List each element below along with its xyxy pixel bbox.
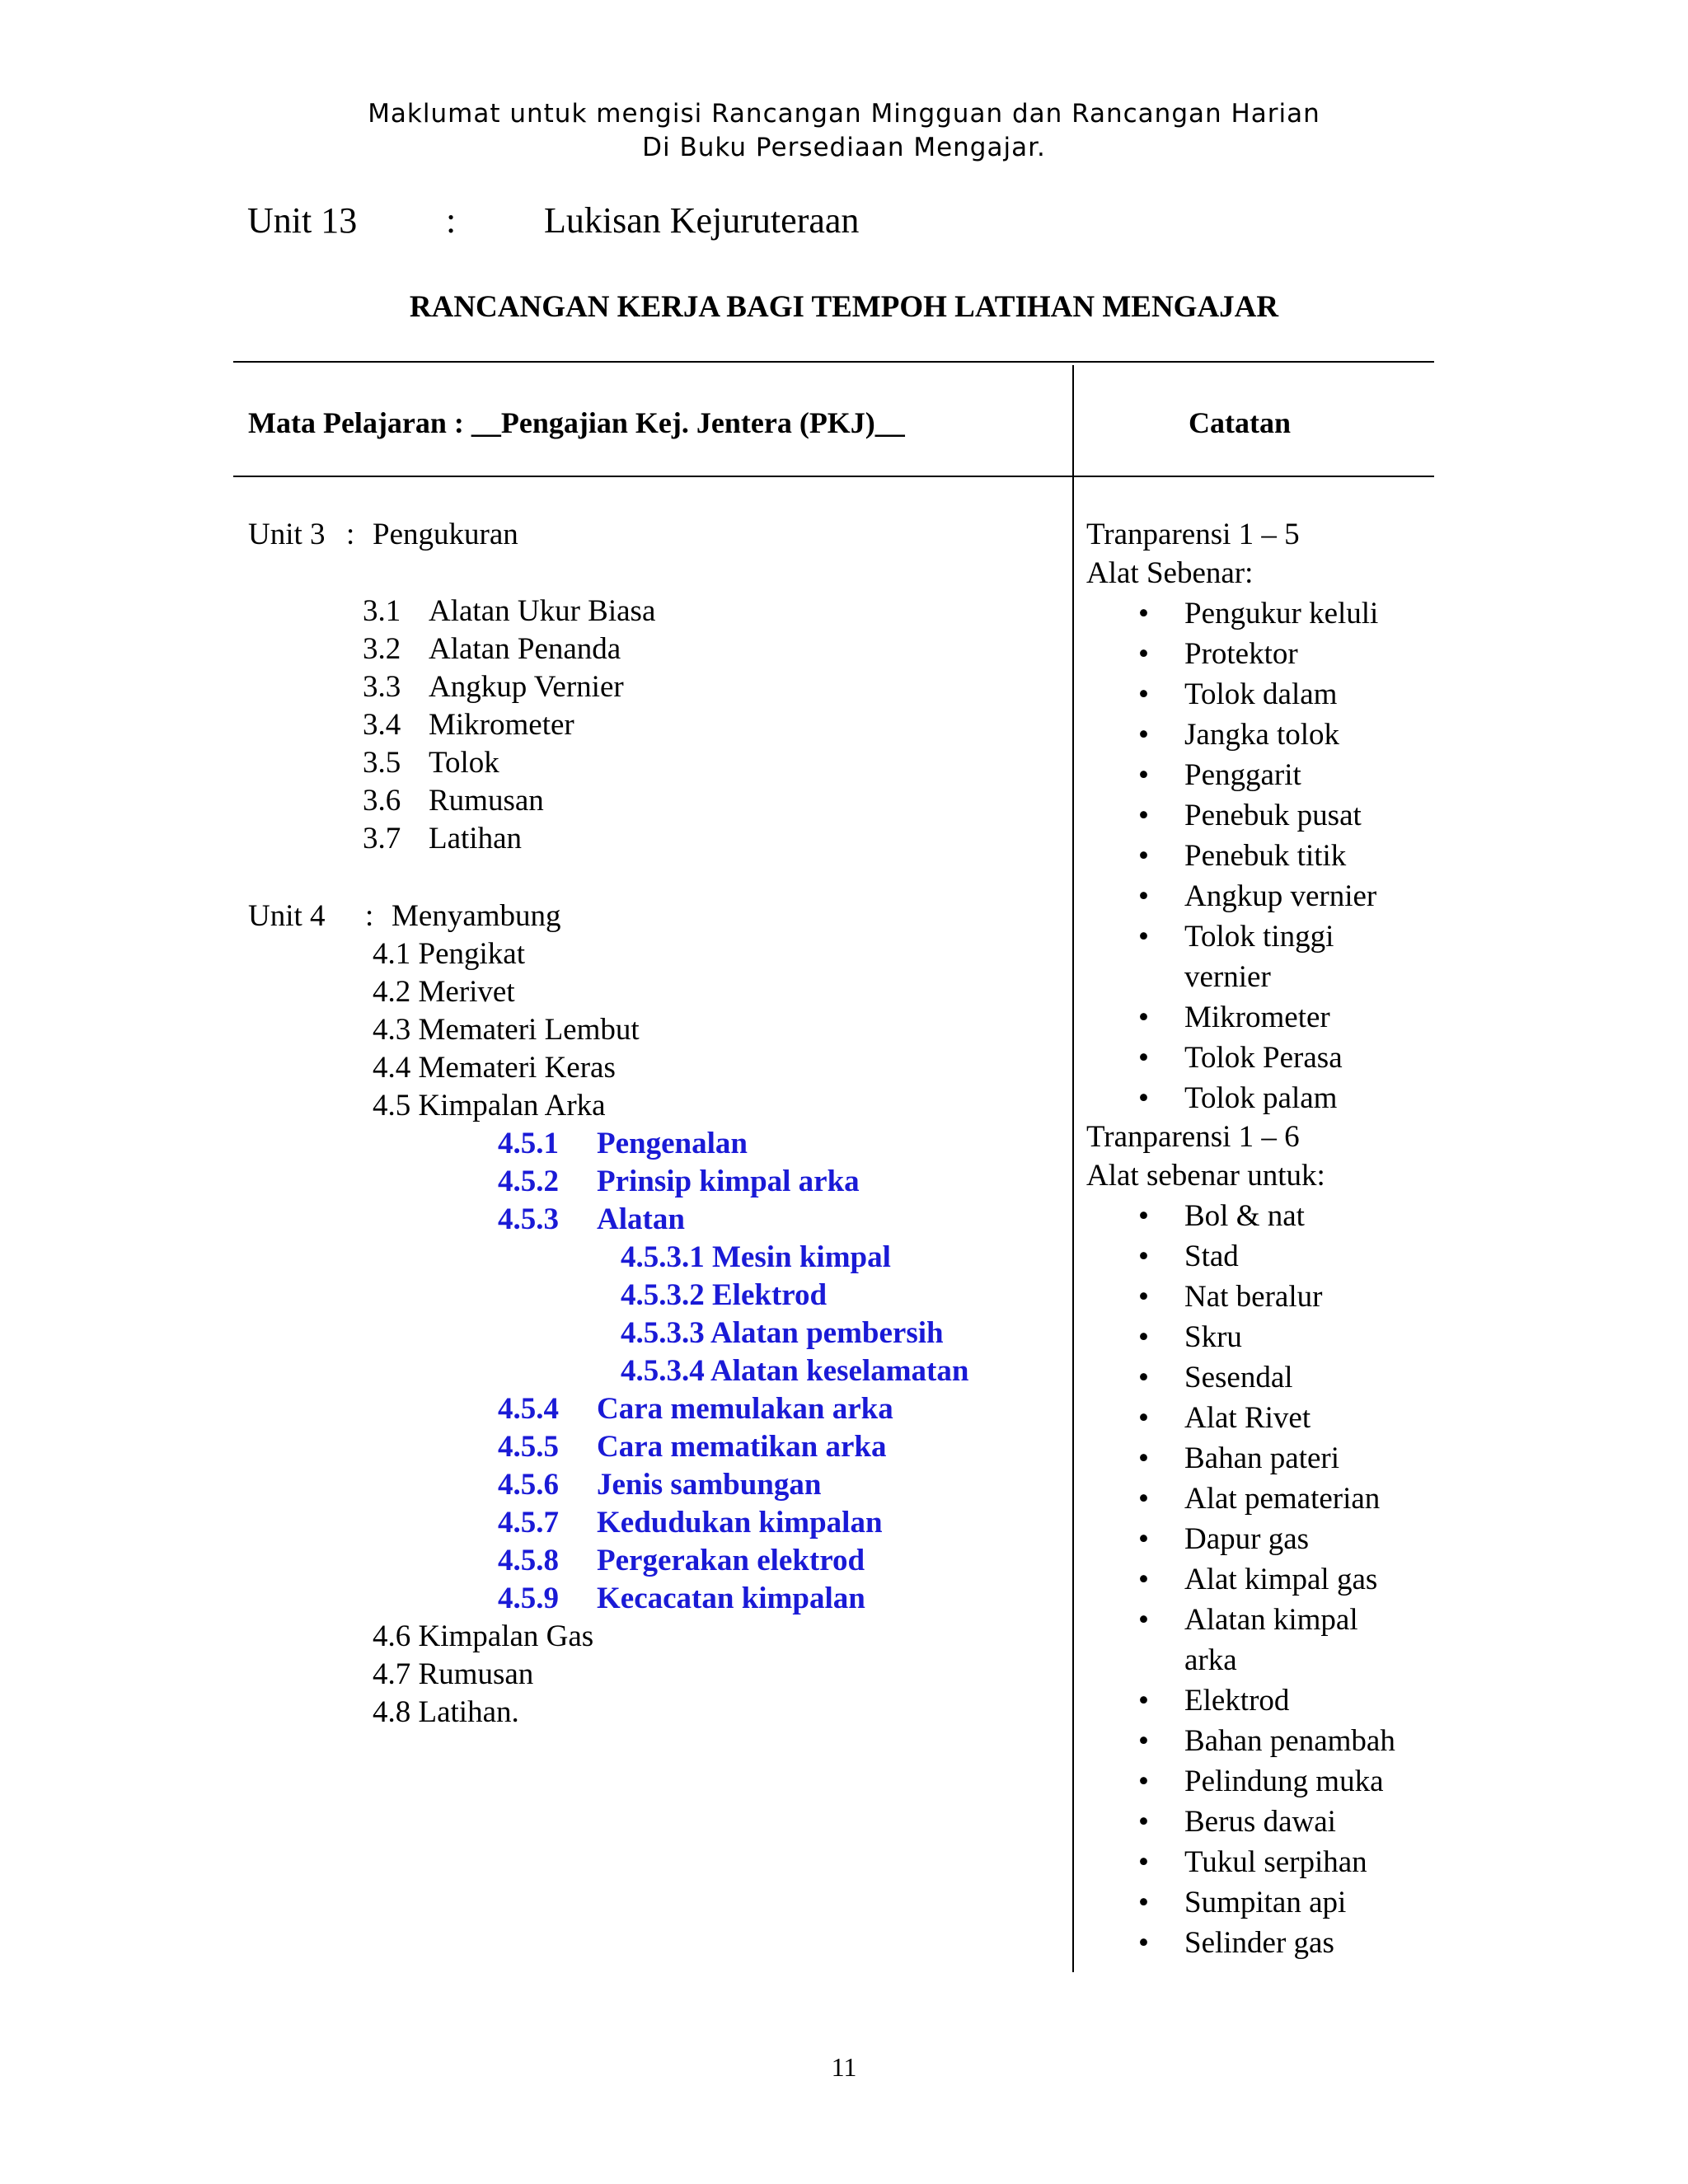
- bullet-icon: •: [1138, 1361, 1149, 1394]
- bullet-item: • Tolok palam: [1138, 1081, 1338, 1115]
- bullet-item: • Tolok dalam: [1138, 677, 1338, 711]
- bullet-icon: •: [1138, 879, 1149, 913]
- table-column-divider: [1072, 365, 1074, 1972]
- list-item: Mikrometer: [429, 708, 574, 742]
- list-item: 4.7 Rumusan: [373, 1657, 534, 1691]
- list-item: Alatan Ukur Biasa: [429, 594, 656, 628]
- bullet-item: • Sesendal: [1138, 1361, 1293, 1394]
- sub-item-num: 4.5.1: [498, 1127, 559, 1160]
- bullet-icon: •: [1138, 1603, 1149, 1637]
- bullet-icon: •: [1138, 1041, 1149, 1075]
- list-item: Angkup Vernier: [429, 670, 624, 704]
- bullet-icon: •: [1138, 1724, 1149, 1758]
- bullet-icon: •: [1138, 1320, 1149, 1354]
- sub-item: Pergerakan elektrod: [597, 1544, 865, 1577]
- bullet-item: • Tukul serpihan: [1138, 1845, 1367, 1879]
- bullet-icon: •: [1138, 1926, 1149, 1960]
- bullet-item: • Tolok tinggi: [1138, 920, 1334, 954]
- list-item: 4.2 Merivet: [373, 975, 515, 1009]
- bullet-item: • Alatan kimpal: [1138, 1603, 1358, 1637]
- unit-heading-colon: :: [446, 200, 457, 241]
- unit3-sep: :: [346, 518, 355, 551]
- sub-item: Cara mematikan arka: [597, 1430, 887, 1464]
- sub-item-num: 4.5.3: [498, 1202, 559, 1236]
- unit4-name: Menyambung: [392, 899, 561, 933]
- bullet-icon: •: [1138, 1441, 1149, 1475]
- list-item-num: 3.5: [363, 746, 401, 780]
- bullet-item: • Penebuk titik: [1138, 839, 1347, 873]
- bullet-icon: •: [1138, 597, 1149, 630]
- list-item: 4.6 Kimpalan Gas: [373, 1619, 594, 1653]
- header-line-1: Maklumat untuk mengisi Rancangan Mingguan dan Rancangan Harian: [368, 99, 1320, 129]
- list-item: 4.5 Kimpalan Arka: [373, 1089, 606, 1122]
- page-title: RANCANGAN KERJA BAGI TEMPOH LATIHAN MENGAJAR: [409, 290, 1279, 324]
- list-item: Alatan Penanda: [429, 632, 621, 666]
- bullet-icon: •: [1138, 920, 1149, 954]
- bullet-icon: •: [1138, 799, 1149, 832]
- bullet-item: • Protektor: [1138, 637, 1298, 671]
- bullet-icon: •: [1138, 1401, 1149, 1435]
- bullet-icon: •: [1138, 1199, 1149, 1233]
- column-header-notes: Catatan: [1189, 406, 1291, 439]
- table-header-border: [233, 476, 1434, 477]
- unit4-sep: :: [365, 899, 374, 933]
- bullet-icon: •: [1138, 839, 1149, 873]
- unit4-label: Unit 4: [248, 899, 326, 933]
- sub-sub-item: 4.5.3.4 Alatan keselamatan: [621, 1354, 969, 1388]
- list-item: Rumusan: [429, 784, 544, 818]
- bullet-item: • Pelindung muka: [1138, 1765, 1384, 1798]
- bullet-item: • Elektrod: [1138, 1684, 1290, 1718]
- bullet-item: • Alat pematerian: [1138, 1482, 1381, 1516]
- bullet-item: • Jangka tolok: [1138, 718, 1340, 752]
- bullet-item: • Mikrometer: [1138, 1001, 1330, 1034]
- sub-item-num: 4.5.2: [498, 1165, 559, 1198]
- sub-item: Jenis sambungan: [597, 1468, 822, 1502]
- sub-item: Alatan: [597, 1202, 685, 1236]
- unit3-name: Pengukuran: [373, 518, 518, 551]
- bullet-item: • Sumpitan api: [1138, 1886, 1347, 1919]
- list-item: 4.4 Memateri Keras: [373, 1051, 616, 1085]
- bullet-icon: •: [1138, 1684, 1149, 1718]
- list-item-num: 3.2: [363, 632, 401, 666]
- list-item: 4.8 Latihan.: [373, 1695, 519, 1729]
- bullet-item-continuation: arka: [1184, 1643, 1237, 1677]
- bullet-icon: •: [1138, 718, 1149, 752]
- bullet-icon: •: [1138, 1482, 1149, 1516]
- sub-item-num: 4.5.6: [498, 1468, 559, 1502]
- bullet-item-continuation: vernier: [1184, 960, 1271, 994]
- table-top-border: [233, 361, 1434, 363]
- sub-sub-item: 4.5.3.2 Elektrod: [621, 1278, 828, 1312]
- bullet-icon: •: [1138, 1563, 1149, 1596]
- unit3-label: Unit 3: [248, 518, 326, 551]
- sub-item-num: 4.5.9: [498, 1582, 559, 1615]
- bullet-item: • Penggarit: [1138, 758, 1301, 792]
- sub-item: Prinsip kimpal arka: [597, 1165, 860, 1198]
- notes-heading-2: Tranparensi 1 – 6: [1086, 1120, 1300, 1154]
- bullet-item: • Tolok Perasa: [1138, 1041, 1343, 1075]
- sub-sub-item: 4.5.3.3 Alatan pembersih: [621, 1316, 944, 1350]
- bullet-icon: •: [1138, 1522, 1149, 1556]
- bullet-item: • Dapur gas: [1138, 1522, 1310, 1556]
- bullet-icon: •: [1138, 1280, 1149, 1314]
- unit-heading-label: Unit 13: [247, 200, 358, 241]
- bullet-icon: •: [1138, 677, 1149, 711]
- bullet-icon: •: [1138, 1081, 1149, 1115]
- column-header-subject: Mata Pelajaran : __Pengajian Kej. Jentera (PKJ)__: [248, 406, 905, 439]
- bullet-icon: •: [1138, 1845, 1149, 1879]
- page-number: 11: [831, 2052, 857, 2082]
- bullet-item: • Selinder gas: [1138, 1926, 1334, 1960]
- sub-item-num: 4.5.8: [498, 1544, 559, 1577]
- bullet-item: • Penebuk pusat: [1138, 799, 1362, 832]
- list-item: Tolok: [429, 746, 499, 780]
- list-item-num: 3.7: [363, 822, 401, 855]
- bullet-item: • Bahan pateri: [1138, 1441, 1339, 1475]
- notes-subheading-2: Alat sebenar untuk:: [1086, 1159, 1325, 1193]
- list-item-num: 3.6: [363, 784, 401, 818]
- bullet-icon: •: [1138, 758, 1149, 792]
- sub-item: Kedudukan kimpalan: [597, 1506, 883, 1540]
- bullet-item: • Angkup vernier: [1138, 879, 1377, 913]
- sub-item-num: 4.5.5: [498, 1430, 559, 1464]
- bullet-item: • Bahan penambah: [1138, 1724, 1395, 1758]
- notes-heading-1: Tranparensi 1 – 5: [1086, 518, 1300, 551]
- list-item: 4.3 Memateri Lembut: [373, 1013, 640, 1047]
- sub-item-num: 4.5.4: [498, 1392, 559, 1426]
- list-item: 4.1 Pengikat: [373, 937, 525, 971]
- bullet-item: • Berus dawai: [1138, 1805, 1336, 1839]
- unit-heading-name: Lukisan Kejuruteraan: [544, 200, 860, 241]
- bullet-icon: •: [1138, 1886, 1149, 1919]
- bullet-icon: •: [1138, 1765, 1149, 1798]
- bullet-item: • Alat kimpal gas: [1138, 1563, 1378, 1596]
- sub-sub-item: 4.5.3.1 Mesin kimpal: [621, 1240, 891, 1274]
- bullet-icon: •: [1138, 1805, 1149, 1839]
- list-item-num: 3.3: [363, 670, 401, 704]
- bullet-item: • Skru: [1138, 1320, 1242, 1354]
- sub-item: Cara memulakan arka: [597, 1392, 893, 1426]
- sub-item: Kecacatan kimpalan: [597, 1582, 865, 1615]
- bullet-icon: •: [1138, 1240, 1149, 1273]
- sub-item: Pengenalan: [597, 1127, 748, 1160]
- bullet-item: • Pengukur keluli: [1138, 597, 1379, 630]
- header-line-2: Di Buku Persediaan Mengajar.: [642, 133, 1046, 162]
- list-item-num: 3.4: [363, 708, 401, 742]
- bullet-icon: •: [1138, 1001, 1149, 1034]
- bullet-item: • Alat Rivet: [1138, 1401, 1311, 1435]
- list-item-num: 3.1: [363, 594, 401, 628]
- list-item: Latihan: [429, 822, 523, 855]
- bullet-item: • Nat beralur: [1138, 1280, 1323, 1314]
- notes-subheading-1: Alat Sebenar:: [1086, 556, 1254, 590]
- bullet-icon: •: [1138, 637, 1149, 671]
- bullet-item: • Stad: [1138, 1240, 1239, 1273]
- bullet-item: • Bol & nat: [1138, 1199, 1305, 1233]
- sub-item-num: 4.5.7: [498, 1506, 559, 1540]
